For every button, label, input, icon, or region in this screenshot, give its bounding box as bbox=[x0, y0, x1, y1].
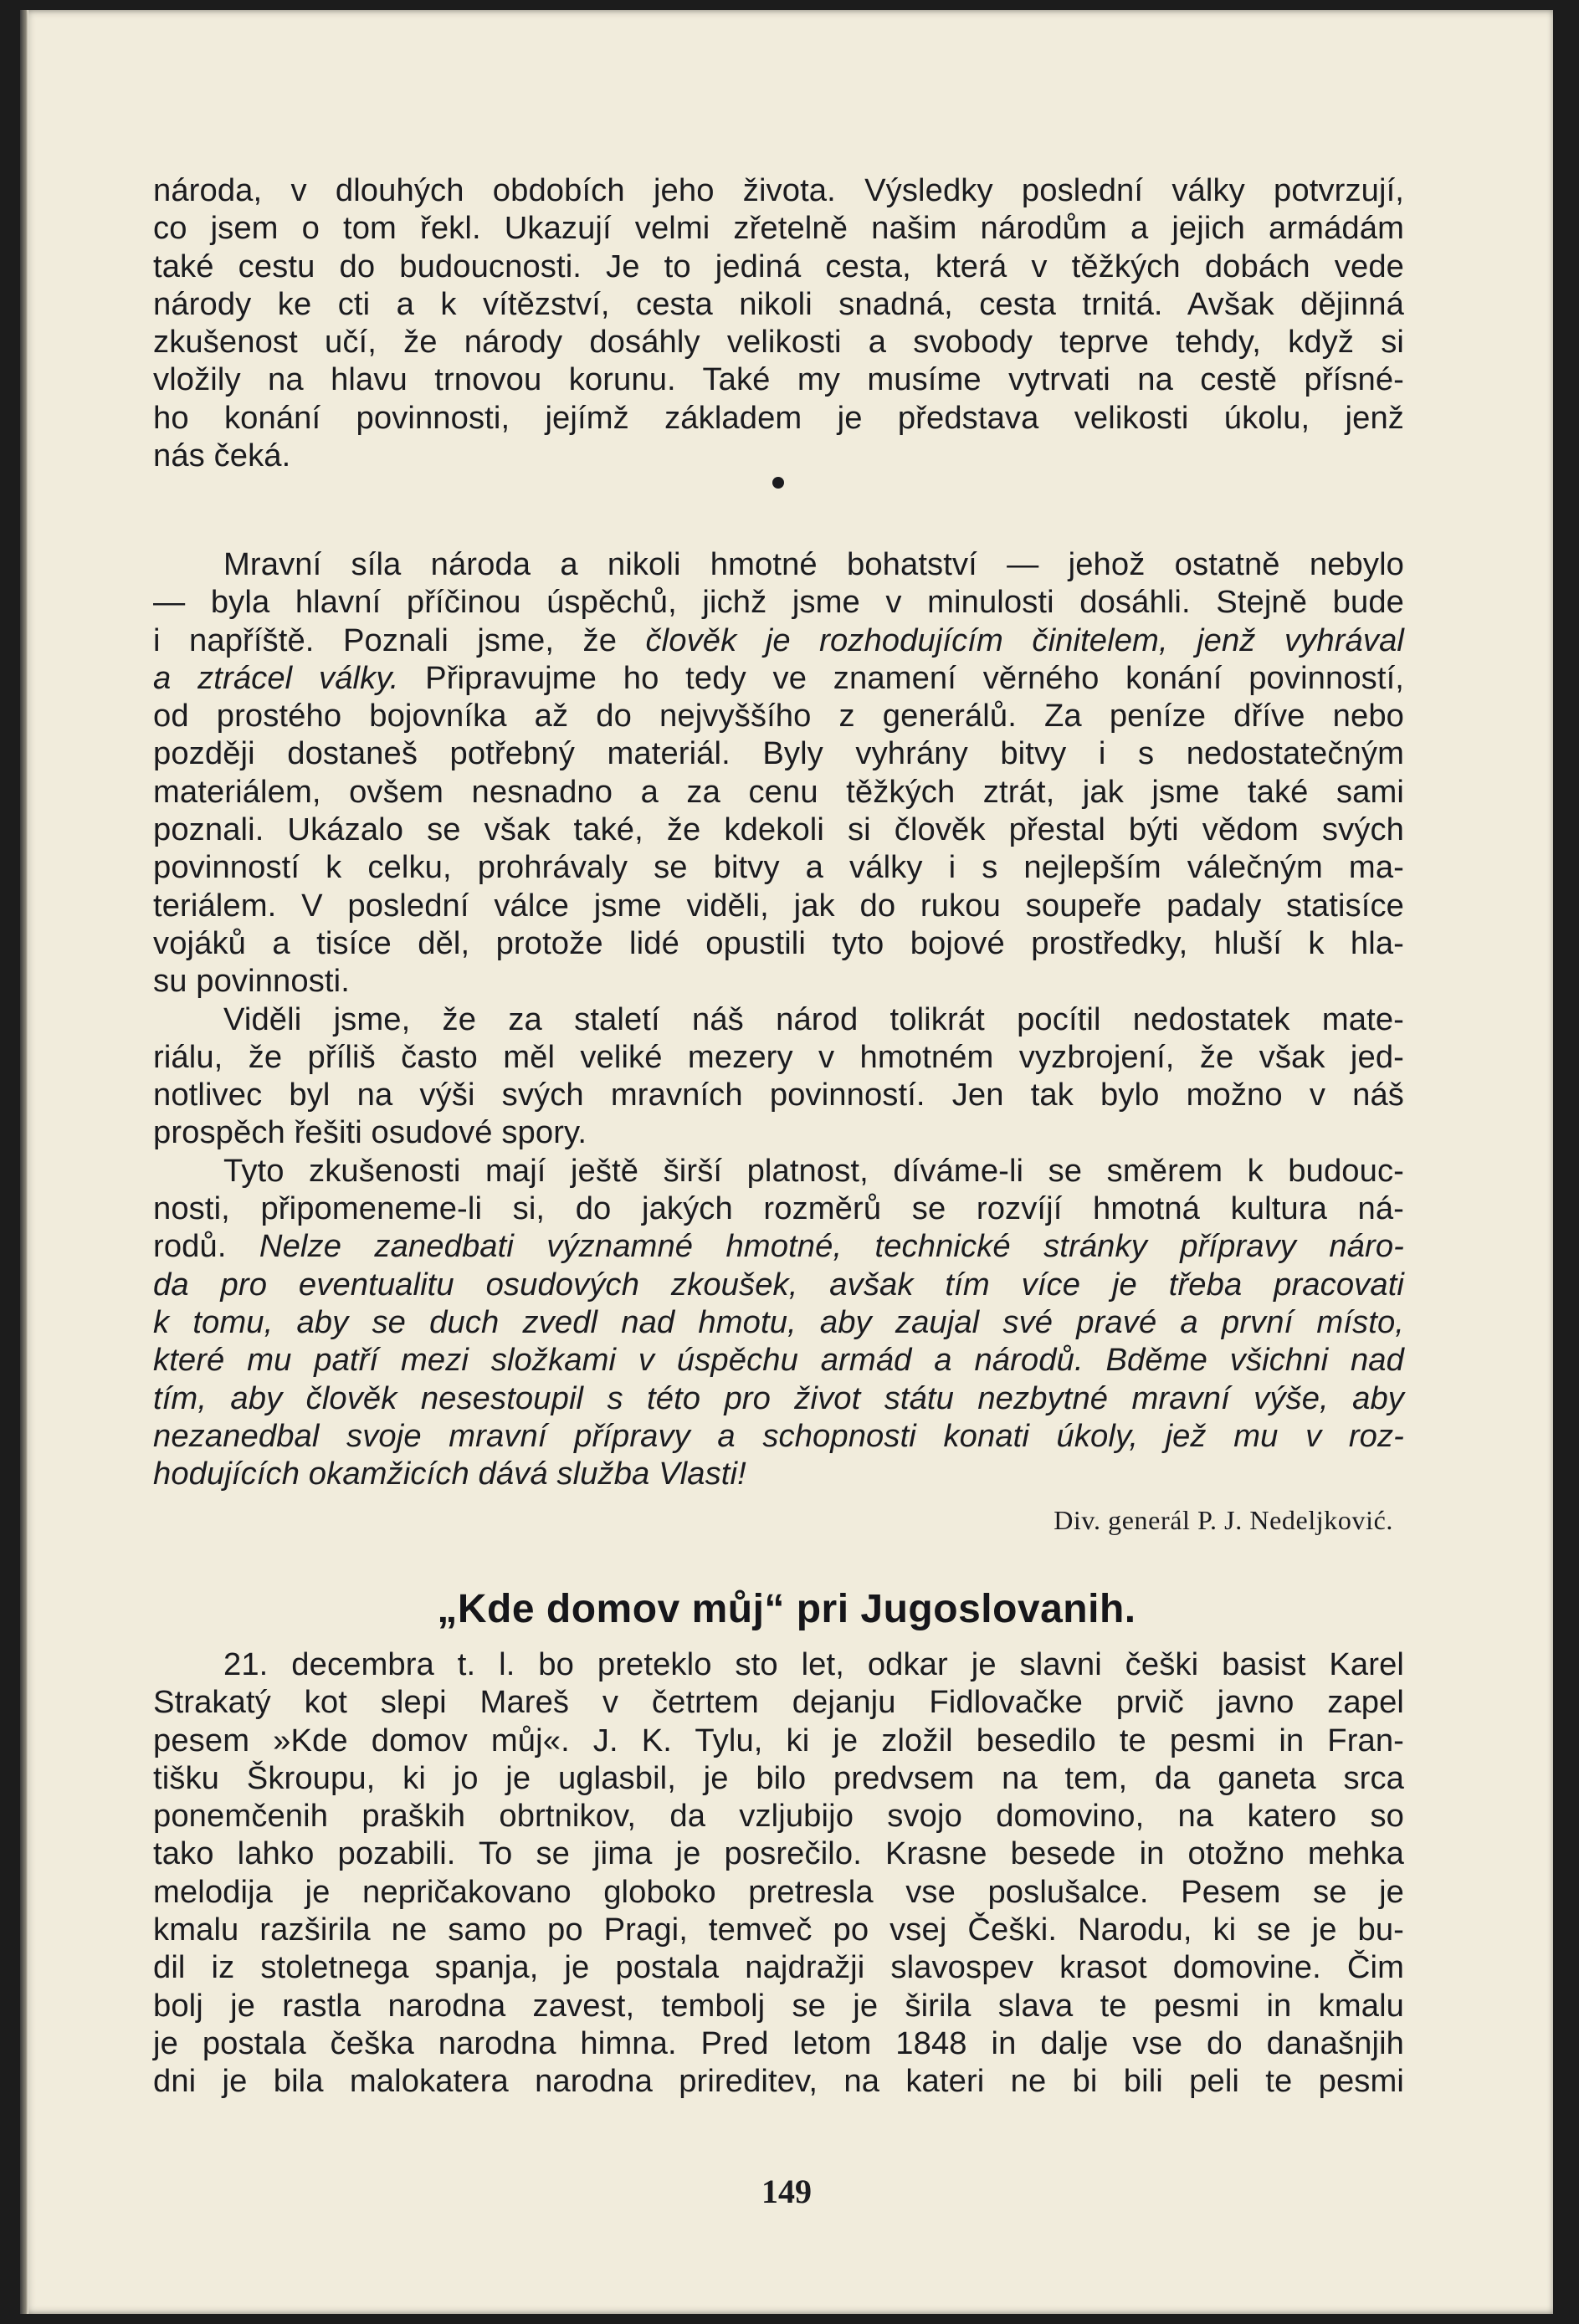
text-line bbox=[153, 583, 1404, 621]
text-segment: prospěch řešiti osudové spory. bbox=[153, 1114, 587, 1151]
text-line bbox=[153, 659, 1404, 697]
italic-segment: a ztrácel války. bbox=[153, 659, 399, 696]
text-line bbox=[153, 1417, 1404, 1455]
text-line bbox=[153, 1455, 1404, 1492]
text-segment: riálu, že příliš často měl veliké mezery v hmotném vyzbrojení, že však jed- bbox=[153, 1038, 1404, 1075]
text-line bbox=[153, 1001, 1404, 1038]
text-line bbox=[153, 1038, 1404, 1076]
text-line: tako lahko pozabili. To se jima je posrečilo. Krasne besede in otožno mehka bbox=[153, 1835, 1404, 1872]
text-line: zkušenost učí, že národy dosáhly velikosti a svobody teprve tehdy, když si bbox=[153, 324, 1404, 361]
page-spine-shadow bbox=[20, 10, 28, 2314]
text-segment: později dostaneš potřebný materiál. Byly vyhrány bitvy i s nedostatečným bbox=[153, 735, 1404, 772]
text-line bbox=[153, 811, 1404, 848]
text-line: Strakatý kot slepi Mareš v četrtem dejanju Fidlovačke prvič javno zapel bbox=[153, 1684, 1404, 1721]
text-line: co jsem o tom řekl. Ukazují velmi zřetelně našim národům a jejich armádám bbox=[153, 210, 1404, 247]
article-heading: „Kde domov můj“ pri Jugoslovanih. bbox=[437, 1587, 1136, 1631]
text-line bbox=[153, 697, 1404, 735]
text-line bbox=[153, 848, 1404, 886]
text-segment: Mravní síla národa a nikoli hmotné bohatství — jehož ostatně nebylo bbox=[223, 546, 1404, 582]
text-segment: su povinnosti. bbox=[153, 963, 350, 1000]
italic-segment: člověk je rozhodujícím činitelem, jenž vyhrával bbox=[645, 622, 1404, 658]
text-line bbox=[153, 735, 1404, 772]
text-line bbox=[153, 1190, 1404, 1227]
text-line bbox=[153, 773, 1404, 811]
article-body-czech bbox=[153, 545, 1404, 1492]
text-segment: nosti, připomeneme-li si, do jakých rozměrů se rozvíjí hmotná kultura ná- bbox=[153, 1190, 1404, 1227]
text-line: tišku Škroupu, ki jo je uglasbil, je bilo predvsem na tem, da ganeta srca bbox=[153, 1759, 1404, 1796]
text-line: vložily na hlavu trnovou korunu. Také my musíme vytrvati na cestě přísné- bbox=[153, 361, 1404, 398]
italic-segment: nezanedbal svoje mravní přípravy a schopnosti konati úkoly, jež mu v roz- bbox=[153, 1417, 1404, 1454]
italic-segment: Nelze zanedbati významné hmotné, technické stránky přípravy náro- bbox=[259, 1228, 1404, 1265]
text-line: ponemčenih praških obrtnikov, da vzljubijo svojo domovino, na katero so bbox=[153, 1798, 1404, 1835]
text-line: pesem »Kde domov můj«. J. K. Tylu, ki je zložil besedilo te pesmi in Fran- bbox=[153, 1722, 1404, 1758]
text-line bbox=[153, 1266, 1404, 1303]
text-segment: vojáků a tisíce děl, protože lidé opustili tyto bojové prostředky, hluší k hla- bbox=[153, 924, 1404, 961]
text-line: ho konání povinnosti, jejímž základem je představa velikosti úkolu, jenž bbox=[153, 399, 1404, 436]
italic-segment: hodujících okamžicích dává služba Vlasti! bbox=[153, 1456, 746, 1492]
text-segment: rodů. bbox=[153, 1228, 259, 1265]
text-segment: i napříště. Poznali jsme, že bbox=[153, 622, 646, 658]
text-line bbox=[153, 924, 1404, 962]
text-line: melodija je nepričakovano globoko pretresla vse poslušalce. Pesem se je bbox=[153, 1873, 1404, 1910]
text-line bbox=[153, 962, 1404, 1000]
text-line: dil iz stoletnega spanja, je postala najdražji slavospev krasot domovine. Čim bbox=[153, 1949, 1404, 1986]
italic-segment: tím, aby člověk nesestoupil s této pro život státu nezbytné mravní výše, aby bbox=[153, 1380, 1404, 1416]
text-segment: povinností k celku, prohrávaly se bitvy a války i s nejlepším válečným ma- bbox=[153, 849, 1404, 886]
author-signature: Div. generál P. J. Nedeljković. bbox=[1054, 1505, 1393, 1535]
text-segment: Připravujme ho tedy ve znamení věrného konání povinností, bbox=[398, 659, 1404, 696]
article-continuation bbox=[153, 171, 1404, 474]
text-line: kmalu razširila ne samo po Pragi, temveč po vsej Češki. Narodu, ki se je bu- bbox=[153, 1912, 1404, 1948]
text-line bbox=[153, 545, 1404, 583]
italic-segment: da pro eventualitu osudových zkoušek, avšak tím více je třeba pracovati bbox=[153, 1266, 1404, 1303]
text-line: dni je bila malokatera narodna prireditev, na kateri ne bi bili peli te pesmi bbox=[153, 2063, 1404, 2100]
text-line: také cestu do budoucnosti. Je to jediná cesta, která v těžkých dobách vede bbox=[153, 248, 1404, 284]
text-segment: Tyto zkušenosti mají ještě širší platnost, díváme-li se směrem k budouc- bbox=[223, 1152, 1404, 1189]
book-page bbox=[20, 10, 1553, 2314]
text-segment: poznali. Ukázalo se však také, že kdekoli si člověk přestal býti vědom svých bbox=[153, 811, 1404, 848]
italic-segment: které mu patří mezi složkami v úspěchu armád a národů. Bděme všichni nad bbox=[153, 1342, 1404, 1379]
text-segment: materiálem, ovšem nesnadno a za cenu těžkých ztrát, jak jsme také sami bbox=[153, 773, 1404, 810]
text-segment: od prostého bojovníka až do nejvyššího z generálů. Za peníze dříve nebo bbox=[153, 698, 1404, 735]
text-line bbox=[153, 887, 1404, 924]
text-line bbox=[153, 1380, 1404, 1417]
text-segment: — byla hlavní příčinou úspěchů, jichž jsme v minulosti dosáhli. Stejně bude bbox=[153, 584, 1404, 621]
italic-segment: k tomu, aby se duch zvedl nad hmotu, aby zaujal své pravé a první místo, bbox=[153, 1303, 1404, 1340]
text-line bbox=[153, 1303, 1404, 1341]
section-separator-bullet bbox=[772, 477, 784, 489]
text-segment: Viděli jsme, že za staletí náš národ tolikrát pocítil nedostatek mate- bbox=[223, 1001, 1404, 1037]
text-line bbox=[153, 622, 1404, 659]
text-line bbox=[153, 1076, 1404, 1113]
text-line: bolj je rastla narodna zavest, tembolj se je širila slava te pesmi in kmalu bbox=[153, 1987, 1404, 2024]
text-line: je postala češka narodna himna. Pred letom 1848 in dalje vse do današnjih bbox=[153, 2025, 1404, 2061]
text-line bbox=[153, 1227, 1404, 1265]
text-line bbox=[153, 1152, 1404, 1190]
text-line: národa, v dlouhých obdobích jeho života. Výsledky poslední války potvrzují, bbox=[153, 172, 1404, 208]
text-segment: notlivec byl na výši svých mravních povinností. Jen tak bylo možno v náš bbox=[153, 1077, 1404, 1113]
text-line: národy ke cti a k vítězství, cesta nikoli snadná, cesta trnitá. Avšak dějinná bbox=[153, 285, 1404, 322]
text-segment: teriálem. V poslední válce jsme viděli, jak do rukou soupeře padaly statisíce bbox=[153, 887, 1404, 924]
page-number: 149 bbox=[761, 2173, 812, 2210]
text-line bbox=[153, 1341, 1404, 1379]
article-body-slovene bbox=[153, 1646, 1404, 2101]
text-line: nás čeká. bbox=[153, 438, 291, 474]
text-line: 21. decembra t. l. bo preteklo sto let, odkar je slavni češki basist Karel bbox=[223, 1646, 1404, 1682]
text-line bbox=[153, 1113, 1404, 1151]
